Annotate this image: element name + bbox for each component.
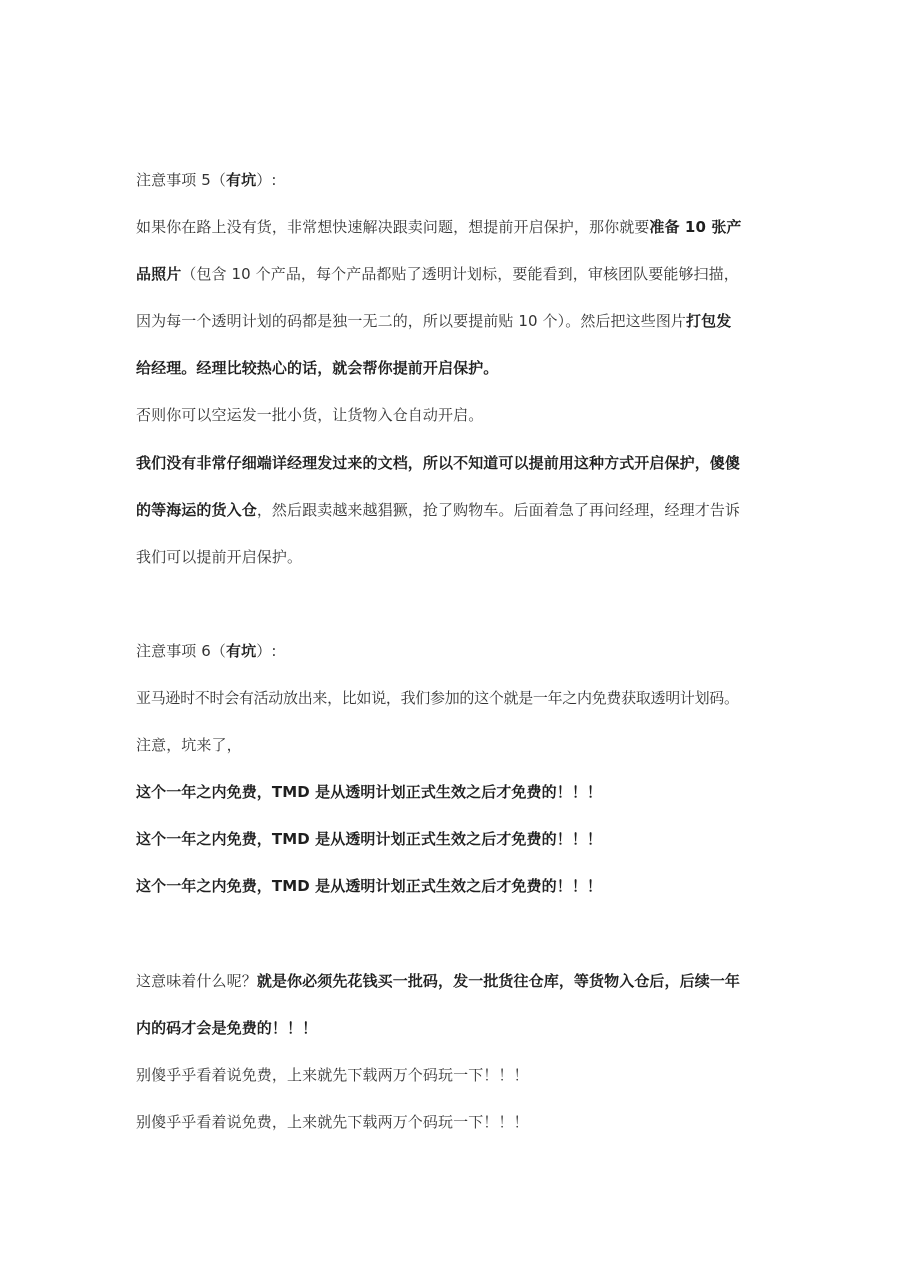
section5-heading-prefix: 注意事项 5（ [136,171,227,189]
section6-warning-3: 这个一年之内免费，TMD 是从透明计划正式生效之后才免费的！！！ [136,877,603,895]
section5-p1-line2-text: （包含 10 个产品，每个产品都贴了透明计划标，要能看到，审核团队要能够扫描， [181,265,739,283]
section5-p1-line3 [136,309,776,333]
section6-warning-1: 这个一年之内免费，TMD 是从透明计划正式生效之后才免费的！！！ [136,783,603,801]
section5-heading-bold: 有坑 [226,171,257,189]
section6-warning-2: 这个一年之内免费，TMD 是从透明计划正式生效之后才免费的！！！ [136,830,603,848]
section5-p2: 否则你可以空运发一批小货，让货物入仓自动开启。 [136,406,484,424]
section5-p1-line1 [136,215,776,239]
section5-p1-line2-bold: 品照片 [136,265,182,283]
section5-p3-line2-text: ，然后跟卖越来越猖獗，抢了购物车。后面着急了再问经理，经理才告诉 [256,501,741,519]
section5-p3-line2-bold: 的等海运的货入仓 [136,501,257,519]
section6-question-text: 这意味着什么呢？ [136,972,257,990]
section6-heading-prefix: 注意事项 6（ [136,642,227,660]
section6-p1: 亚马逊时不时会有活动放出来，比如说，我们参加的这个就是一年之内免费获取透明计划码。 [136,689,739,707]
section6-question-bold: 就是你必须先花钱买一批码，发一批货往仓库，等货物入仓后，后续一年 [256,972,741,990]
section5-p1-line2 [136,262,776,286]
section6-tip-2: 别傻乎乎看着说免费，上来就先下载两万个码玩一下！！！ [136,1113,529,1131]
section6-question-line2: 内的码才会是免费的！！！ [136,1019,318,1037]
section5-heading [136,168,776,192]
section5-p1-line1-bold: 准备 10 张产 [649,218,742,236]
section6-tip-1: 别傻乎乎看着说免费，上来就先下载两万个码玩一下！！！ [136,1066,529,1084]
section5-p1-line3-text: 因为每一个透明计划的码都是独一无二的，所以要提前贴 10 个）。然后把这些图片 [136,312,687,330]
section6-p2: 注意，坑来了， [136,736,242,754]
section5-p3-line1: 我们没有非常仔细端详经理发过来的文档，所以不知道可以提前用这种方式开启保护，傻傻 [136,454,741,472]
section6-heading [136,639,776,663]
section5-p1-line1-text: 如果你在路上没有货，非常想快速解决跟卖问题，想提前开启保护，那你就要 [136,218,650,236]
section5-p3-line2 [136,498,776,522]
section5-p3-line3: 我们可以提前开启保护。 [136,548,303,566]
section6-heading-bold: 有坑 [226,642,257,660]
section5-p1-line3-bold: 打包发 [686,312,732,330]
section5-heading-suffix: ）: [256,171,277,189]
section6-question-line1 [136,969,776,993]
section6-heading-suffix: ）: [256,642,277,660]
section5-p1-line4: 给经理。经理比较热心的话，就会帮你提前开启保护。 [136,359,499,377]
